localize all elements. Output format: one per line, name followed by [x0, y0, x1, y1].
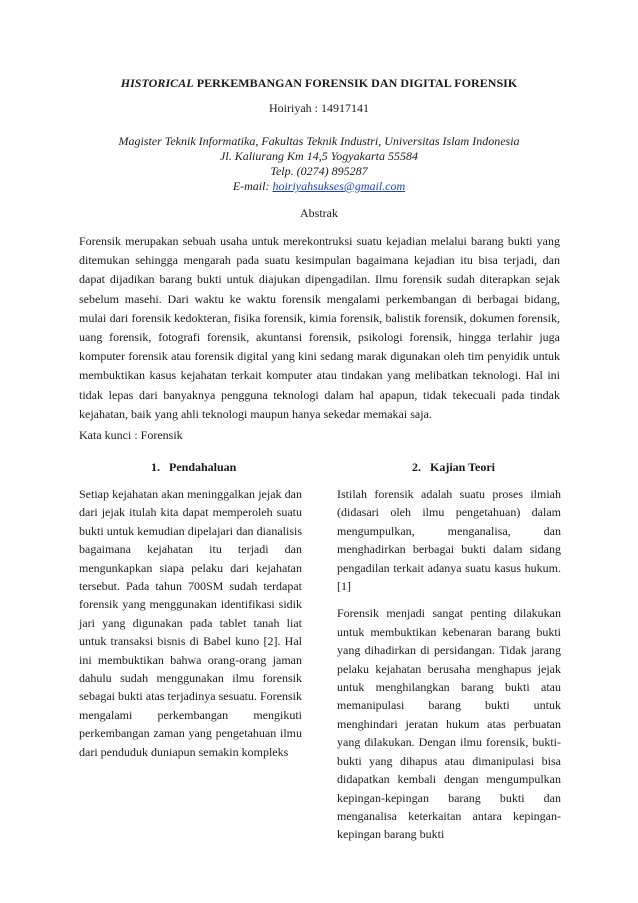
email-label: E-mail:	[232, 179, 273, 193]
theory-paragraph-2: Forensik menjadi sangat penting dilakukan untuk membuktikan kebenaran barang bukti yang dihadirkan di persidangan. Tidak jarang pelaku kejahatan berusaha menghapus jejak untuk menghilangkan barang bukti atau memanipulasi barang bukti untuk menghindari jeratan hukum atas perbuatan yang dilakukan. Dengan ilmu forensik, bukti-bukti yang dihapus atau dimanipulasi bisa didapatkan kembali dengan mengumpulkan kepingan-kepingan barang bukti dan menganalisa keterkaitan antara kepingan-kepingan barang bukti	[337, 606, 561, 842]
affiliation-line-3: Telp. (0274) 895287	[270, 164, 368, 178]
email-line	[0, 179, 638, 194]
affiliation-line-1: Magister Teknik Informatika, Fakultas Teknik Industri, Universitas Islam Indonesia	[118, 134, 520, 148]
introduction-paragraph: Setiap kejahatan akan meninggalkan jejak dan dari jejak itulah kita dapat memperoleh suatu bukti untuk kemudian dipelajari dan dianalisis bagaimana kejahatan itu terjadi dan mengunkapkan siapa pelaku dari kejahatan tersebut. Pada tahun 700SM sudah terdapat forensik yang menggunakan identifikasi sidik jari yang digunakan pada tablet tanah liat untuk transaksi bisnis di Babel kuno [2]. Hal ini membuktikan bahwa orang-orang jaman dahulu sudah menggunakan ilmu forensik sebagai bukti atas terjadinya sesuatu. Forensik mengalami perkembangan mengikuti perkembangan zaman yang pengetahuan ilmu dari penduduk duniapun semakin kompleks	[79, 487, 302, 759]
affiliation-block	[0, 134, 638, 194]
left-column	[79, 485, 302, 761]
author-line: Hoiriyah : 14917141	[269, 101, 369, 115]
section-heading-introduction: 1. Pendahaluan	[151, 460, 237, 474]
paper-title	[0, 76, 638, 91]
right-column	[337, 485, 561, 844]
abstract-heading: Abstrak	[300, 206, 338, 220]
title-italic-word: HISTORICAL	[120, 76, 194, 90]
email-link[interactable]: hoiriyahsukses@gmail.com	[272, 179, 406, 193]
keywords-line: Kata kunci : Forensik	[79, 428, 183, 442]
section-heading-theory: 2. Kajian Teori	[412, 460, 496, 474]
abstract-text: Forensik merupakan sebuah usaha untuk merekontruksi suatu kejadian melalui barang bukti yang ditemukan sehingga mengarah pada suatu kesimpulan bagaimana kejadian itu bisa terjadi, dan dapat dijadikan barang bukti untuk diajukan dipengadilan. Ilmu forensik sudah diterapkan sejak sebelum masehi. Dari waktu ke waktu forensik mengalami perkembangan di berbagai bidang, mulai dari forensik kedokteran, fisika forensik, kimia forensik, balistik forensik, dokumen forensik, uang forensik, fotografi forensik, akuntansi forensik, psikologi forensik, hingga terlahir juga komputer forensik atau forensik digital yang kini sedang marak digunakan oleh tim penyidik untuk membuktikan kasus kejahatan terkait komputer atau tindakan yang melibatkan teknologi. Hal ini tidak lepas dari banyaknya pengguna teknologi dalam hal apapun, tidak tekecuali pada tindak kejahatan, baik yang ahli teknologi maupun hanya sekedar memakai saja.	[79, 234, 560, 421]
theory-paragraph-1: Istilah forensik adalah suatu proses ilmiah (didasari oleh ilmu pengetahuan) dalam mengumpulkan, menganalisa, dan menghadirkan berbagai bukti dalam sidang pengadilan terkait adanya suatu kasus hukum. [1]	[337, 487, 561, 594]
affiliation-line-2: Jl. Kaliurang Km 14,5 Yogyakarta 55584	[220, 149, 418, 163]
title-text: PERKEMBANGAN FORENSIK DAN DIGITAL FORENSIK	[193, 76, 518, 90]
